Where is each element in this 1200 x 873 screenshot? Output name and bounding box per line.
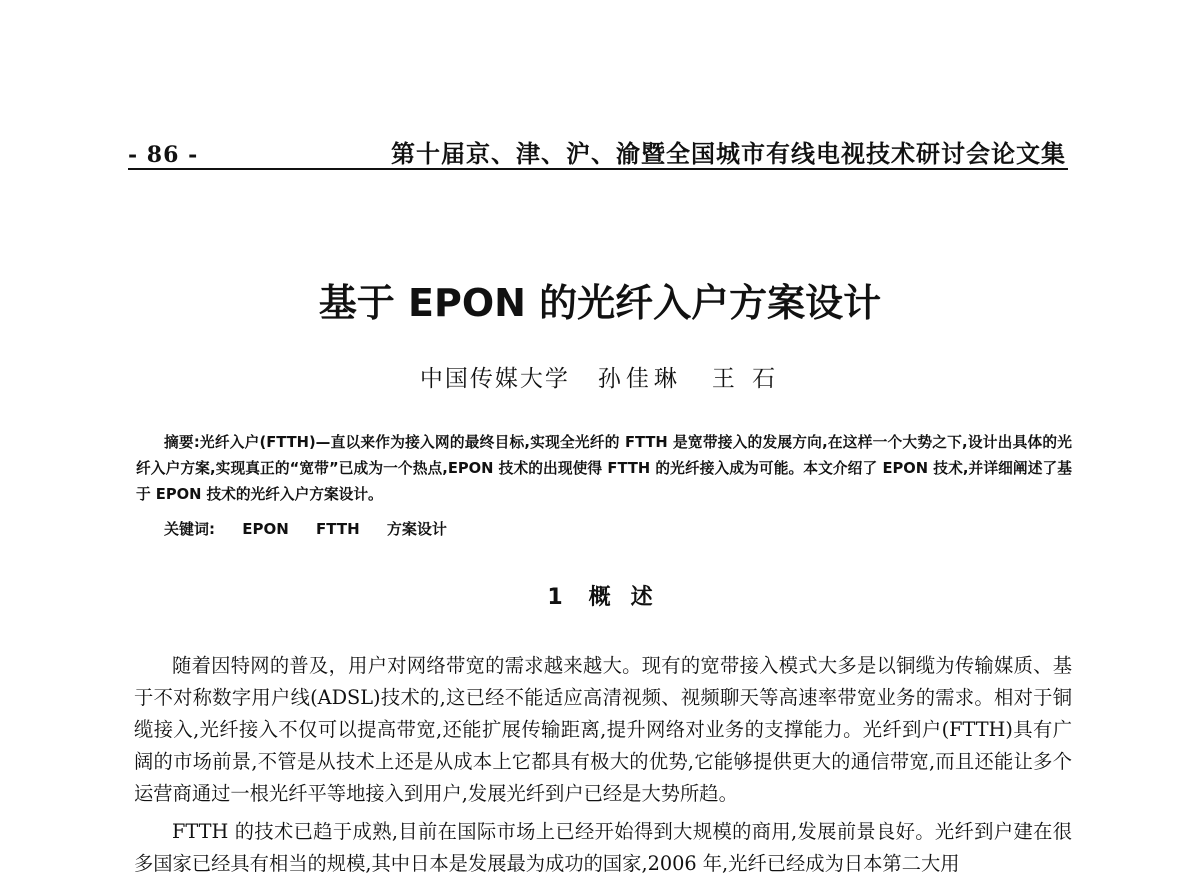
author-affiliation: 中国传媒大学	[419, 366, 570, 392]
keyword: 方案设计	[386, 520, 447, 538]
paper-title: 基于 EPON 的光纤入户方案设计	[318, 281, 882, 325]
page-number: - 86 -	[128, 142, 199, 168]
keywords-label: 关键词:	[164, 520, 215, 538]
section-heading	[0, 580, 1200, 611]
body-paragraph-1: 随着因特网的普及，用户对网络带宽的需求越来越大。现有的宽带接入模式大多是以铜缆为传输媒质、基于不对称数字用户线(ADSL)技术的,这已经不能适应高清视频、视频聊天等高速率带宽业务的需求。相对于铜缆接入,光纤接入不仅可以提高带宽,还能扩展传输距离,提升网络对业务的支撑能力。光纤到户(FTTH)具有广阔的市场前景,不管是从技术上还是从成本上它都具有极大的优势,它能够提供更大的通信带宽,而且还能让多个运营商通过一根光纤平等地接入到用户,发展光纤到户已经是大势所趋。	[134, 654, 1072, 805]
header-rule	[128, 168, 1068, 170]
abstract: 摘要:光纤入户(FTTH)—直以来作为接入网的最终目标,实现全光纤的 FTTH 是宽带接入的发展方向,在这样一个大势之下,设计出具体的光纤入户方案,实现真正的“宽带”已成为一个热点,EPON 技术的出现使得 FTTH 的光纤接入成为可能。本文介绍了 EPON 技术,并详细阐述了基于 EPON 技术的光纤入户方案设计。	[136, 434, 1072, 503]
keywords-line	[164, 518, 447, 539]
author-name-1: 孙佳琳	[597, 366, 682, 392]
body-paragraph-2: FTTH 的技术已趋于成熟,目前在国际市场上已经开始得到大规模的商用,发展前景良好。光纤到户建在很多国家已经具有相当的规模,其中日本是发展最为成功的国家,2006 年,光纤已经成为日本第二大用	[134, 820, 1072, 873]
keyword: EPON	[242, 520, 289, 538]
running-title: 第十届京、津、沪、渝暨全国城市有线电视技术研讨会论文集	[391, 139, 1066, 168]
author-name-2: 王 石	[711, 366, 781, 392]
author-line	[0, 360, 1200, 393]
section-number: 1	[547, 585, 563, 610]
section-title: 概述	[588, 585, 673, 610]
running-header	[128, 132, 1068, 170]
keyword: FTTH	[316, 520, 360, 538]
